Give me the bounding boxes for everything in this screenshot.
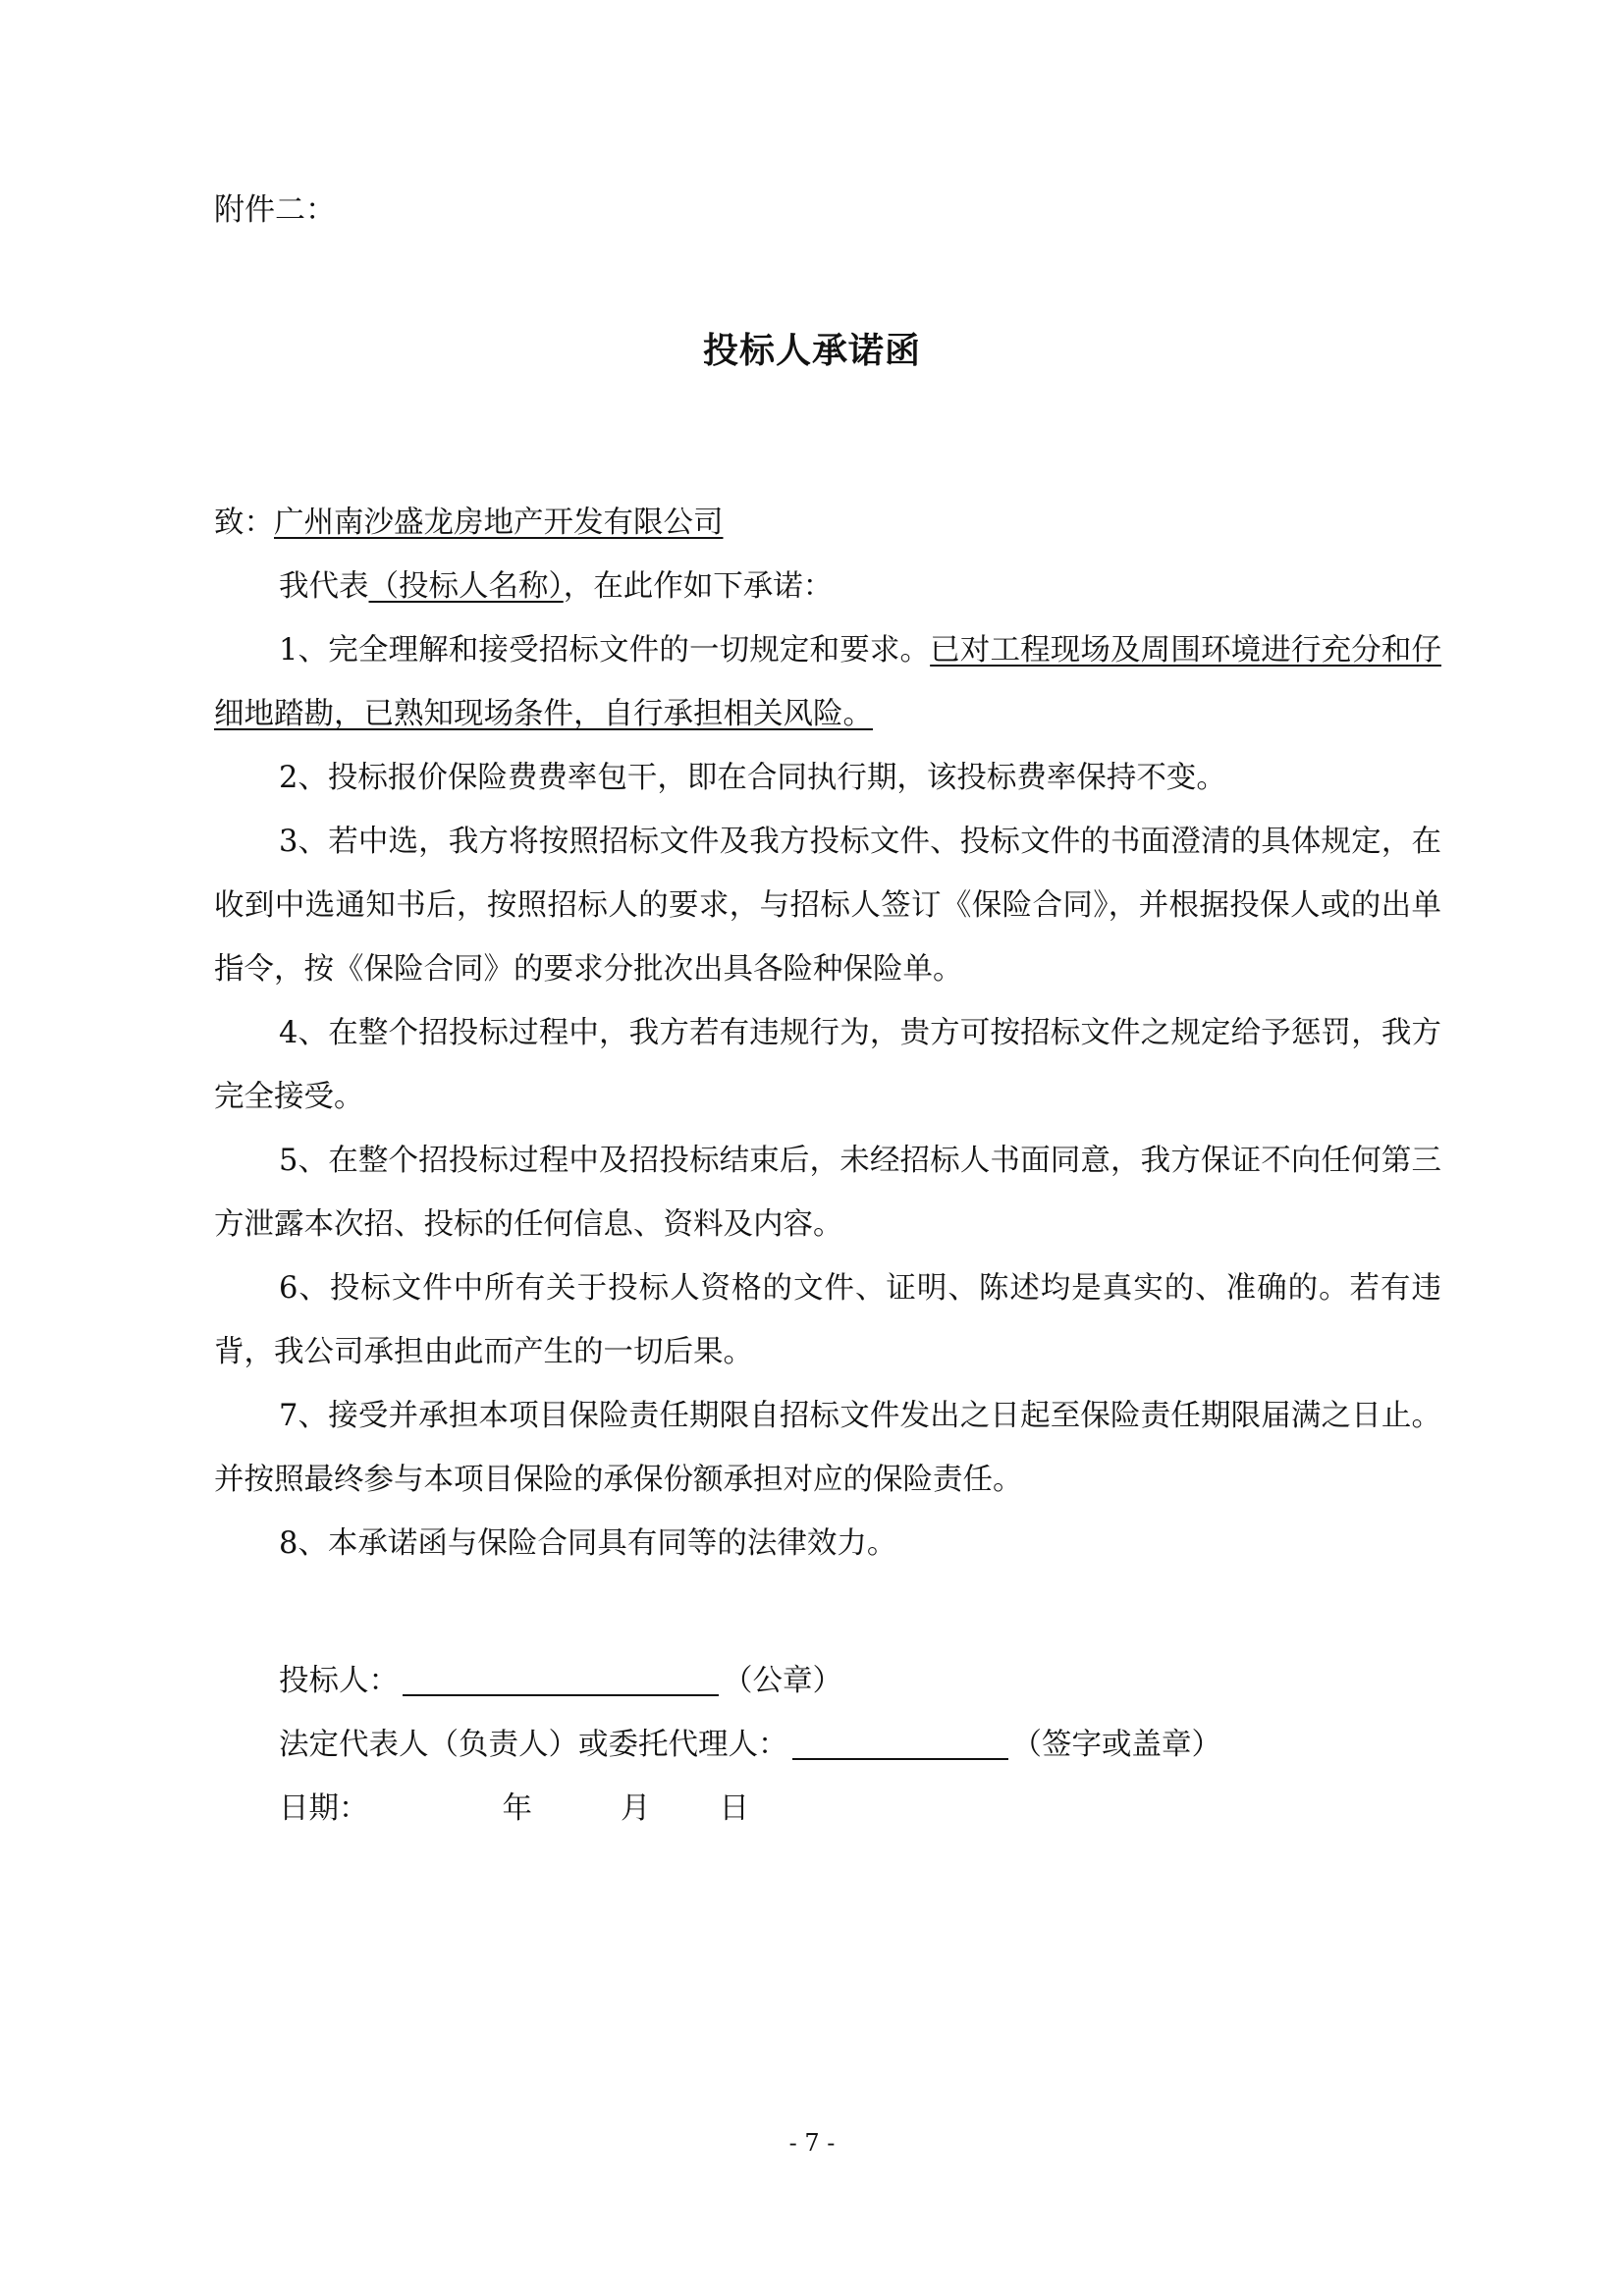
- commitment-item-8: 8、本承诺函与保险合同具有同等的法律效力。: [279, 1526, 897, 1561]
- salutation-prefix: 致：: [214, 506, 274, 540]
- date-label: 日期：: [279, 1791, 369, 1826]
- commitment-item-1-text: 1、完全理解和接受招标文件的一切规定和要求。: [279, 633, 931, 667]
- commitment-item-3: 3、若中选，我方将按照招标文件及我方投标文件、投标文件的书面澄清的具体规定，在收到中选通知书后，按照招标人的要求，与招标人签订《保险合同》，并根据投保人或的出单指令，按《保险合同》的要求分批次出具各险种保险单。: [214, 825, 1441, 987]
- commitment-item-1-underlined: 已对工程现场及周围环境进行充分和仔细地踏勘，已熟知现场条件，自行承担相关风险。: [214, 633, 1442, 731]
- commitment-item-5: 5、在整个招投标过程中及招投标结束后，未经招标人书面同意，我方保证不向任何第三方泄露本次招、投标的任何信息、资料及内容。: [214, 1144, 1441, 1242]
- bidder-label: 投标人：: [279, 1664, 399, 1698]
- representative-label: 法定代表人（负责人）或委托代理人：: [279, 1728, 788, 1762]
- date-day: 日: [719, 1791, 749, 1826]
- commitment-item-4: 4、在整个招投标过程中，我方若有违规行为，贵方可按招标文件之规定给予惩罚，我方完全接受。: [214, 1016, 1441, 1114]
- attachment-label: 附件二：: [214, 192, 336, 228]
- letter-body: [214, 491, 1441, 1575]
- date-line: [279, 1777, 1221, 1841]
- page-number: - 7 -: [788, 2129, 836, 2157]
- recipient-company: 广州南沙盛龙房地产开发有限公司: [274, 506, 724, 540]
- page-title: 投标人承诺函: [702, 330, 921, 371]
- bidder-name-placeholder: （投标人名称）: [368, 569, 564, 604]
- signature-block: [279, 1649, 1221, 1841]
- bidder-blank[interactable]: [403, 1655, 719, 1696]
- commitment-item-1: [214, 618, 1441, 746]
- bidder-seal-note: （公章）: [723, 1664, 842, 1698]
- representative-sign-note: （签字或盖章）: [1011, 1728, 1221, 1762]
- representative-blank[interactable]: [792, 1719, 1008, 1760]
- bidder-signature-line: [279, 1649, 1221, 1713]
- salutation: [214, 491, 1441, 555]
- commitment-item-7: 7、接受并承担本项目保险责任期限自招标文件发出之日起至保险责任期限届满之日止。并按照最终参与本项目保险的承保份额承担对应的保险责任。: [214, 1399, 1441, 1497]
- representative-signature-line: [279, 1713, 1221, 1777]
- commitment-item-2: 2、投标报价保险费费率包干，即在合同执行期，该投标费率保持不变。: [279, 761, 1226, 795]
- intro-prefix: 我代表: [279, 569, 369, 604]
- intro-paragraph: [214, 555, 1441, 618]
- date-month: 月: [621, 1791, 651, 1826]
- date-year: 年: [502, 1791, 532, 1826]
- intro-suffix: ，在此作如下承诺：: [563, 569, 834, 604]
- commitment-item-6: 6、投标文件中所有关于投标人资格的文件、证明、陈述均是真实的、准确的。若有违背，我公司承担由此而产生的一切后果。: [214, 1271, 1441, 1369]
